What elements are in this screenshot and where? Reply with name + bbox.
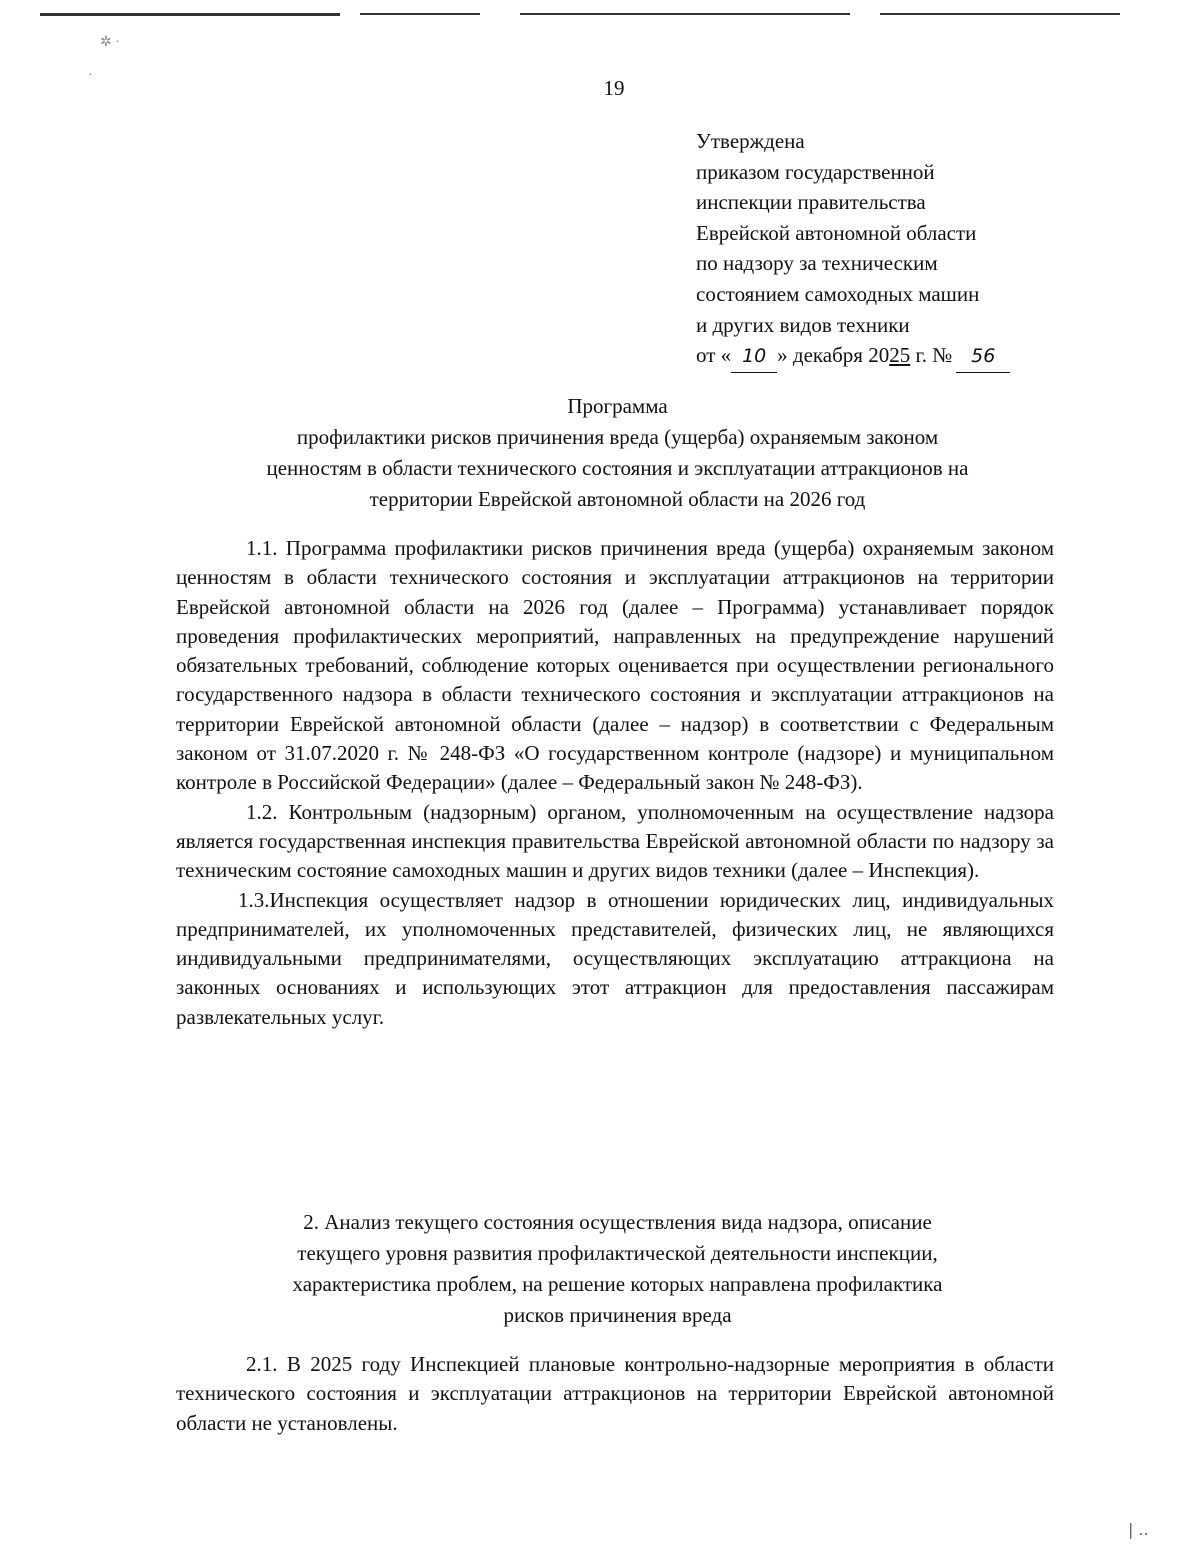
paragraph-1-3: 1.3.Инспекция осуществляет надзор в отношении юридических лиц, индивидуальных предпринимателей, их уполномоченных представителей, физических лиц, не являющихся индивидуальными предпринимателями, осуществляющих эксплуатацию аттракциона на законных основаниях и использующих этот аттракцион для предоставления пассажирам развлекательных услуг. [176,887,1054,1029]
date-prefix: от « [696,343,732,368]
program-title [170,391,1065,515]
scan-smudge: · [88,68,93,83]
scan-smudge: ✲ · [100,35,120,50]
approval-block [696,126,1086,373]
approval-line: инспекции правительства [696,190,926,215]
program-subtitle-line: территории Еврейской автономной области на 2026 год [369,487,866,511]
date-suffix: г. № [910,343,953,368]
program-subtitle-line: ценностям в области технического состояния и эксплуатации аттракционов на [266,456,969,480]
approval-date-line [696,340,1086,373]
section-2-heading [170,1207,1065,1331]
section-2-heading-line: рисков причинения вреда [503,1303,732,1327]
section-2-heading-line: характеристика проблем, на решение которых направлена профилактика [292,1272,943,1296]
section-2-heading-line: текущего уровня развития профилактической деятельности инспекции, [297,1241,938,1265]
paragraph-2-1: 2.1. В 2025 году Инспекцией плановые контрольно-надзорные мероприятия в области технического состояния и эксплуатации аттракционов на территории Еврейской автономной области не установлены. [176,1352,1054,1435]
section-1 [176,534,1054,1032]
program-subtitle-line: профилактики рисков причинения вреда (ущерба) охраняемым законом [296,425,939,449]
scan-edge-line [520,13,850,15]
handwritten-day: 10 [731,341,777,373]
paragraph-1-2: 1.2. Контрольным (надзорным) органом, уполномоченным на осуществление надзора является государственная инспекция правительства Еврейской автономной области по надзору за техническим состояние самоходных машин и других видов техники (далее – Инспекция). [176,799,1054,883]
approval-line: по надзору за техническим [696,251,938,276]
approval-line: приказом государственной [696,159,935,184]
scan-edge-line [880,13,1120,15]
approval-line: состоянием самоходных машин [696,281,980,306]
section-2 [176,1350,1054,1438]
page-number: 19 [603,76,625,100]
approval-line: Еврейской автономной области [696,220,977,245]
scan-edge-line [40,13,340,16]
handwritten-order-number: 56 [956,341,1010,373]
scan-corner-mark: | .. [1128,1520,1149,1539]
approval-line: и других видов техники [696,312,910,337]
scan-edge-line [360,13,480,15]
paragraph-1-1: 1.1. Программа профилактики рисков причинения вреда (ущерба) охраняемым законом ценностям в области технического состояния и эксплуатации аттракционов на территории Еврейской автономной области на 2026 год (далее – Программа) устанавливает порядок проведения профилактических мероприятий, направленных на предупреждение нарушений обязательных требований, соблюдение которых оценивается при осуществлении регионального государственного надзора в области технического состояния и эксплуатации аттракционов на территории Еврейской автономной области (далее – надзор) в соответствии с Федеральным законом от 31.07.2020 г. № 248-ФЗ «О государственном контроле (надзоре) и муниципальном контроле в Российской Федерации» (далее – Федеральный закон № 248-ФЗ). [176,536,1054,795]
program-heading: Программа [567,394,668,418]
date-year-suffix: 25 [889,343,911,368]
approval-line: Утверждена [696,129,805,153]
date-middle: » декабря 20 [777,343,890,368]
section-2-heading-line: 2. Анализ текущего состояния осуществления вида надзора, описание [303,1210,932,1234]
